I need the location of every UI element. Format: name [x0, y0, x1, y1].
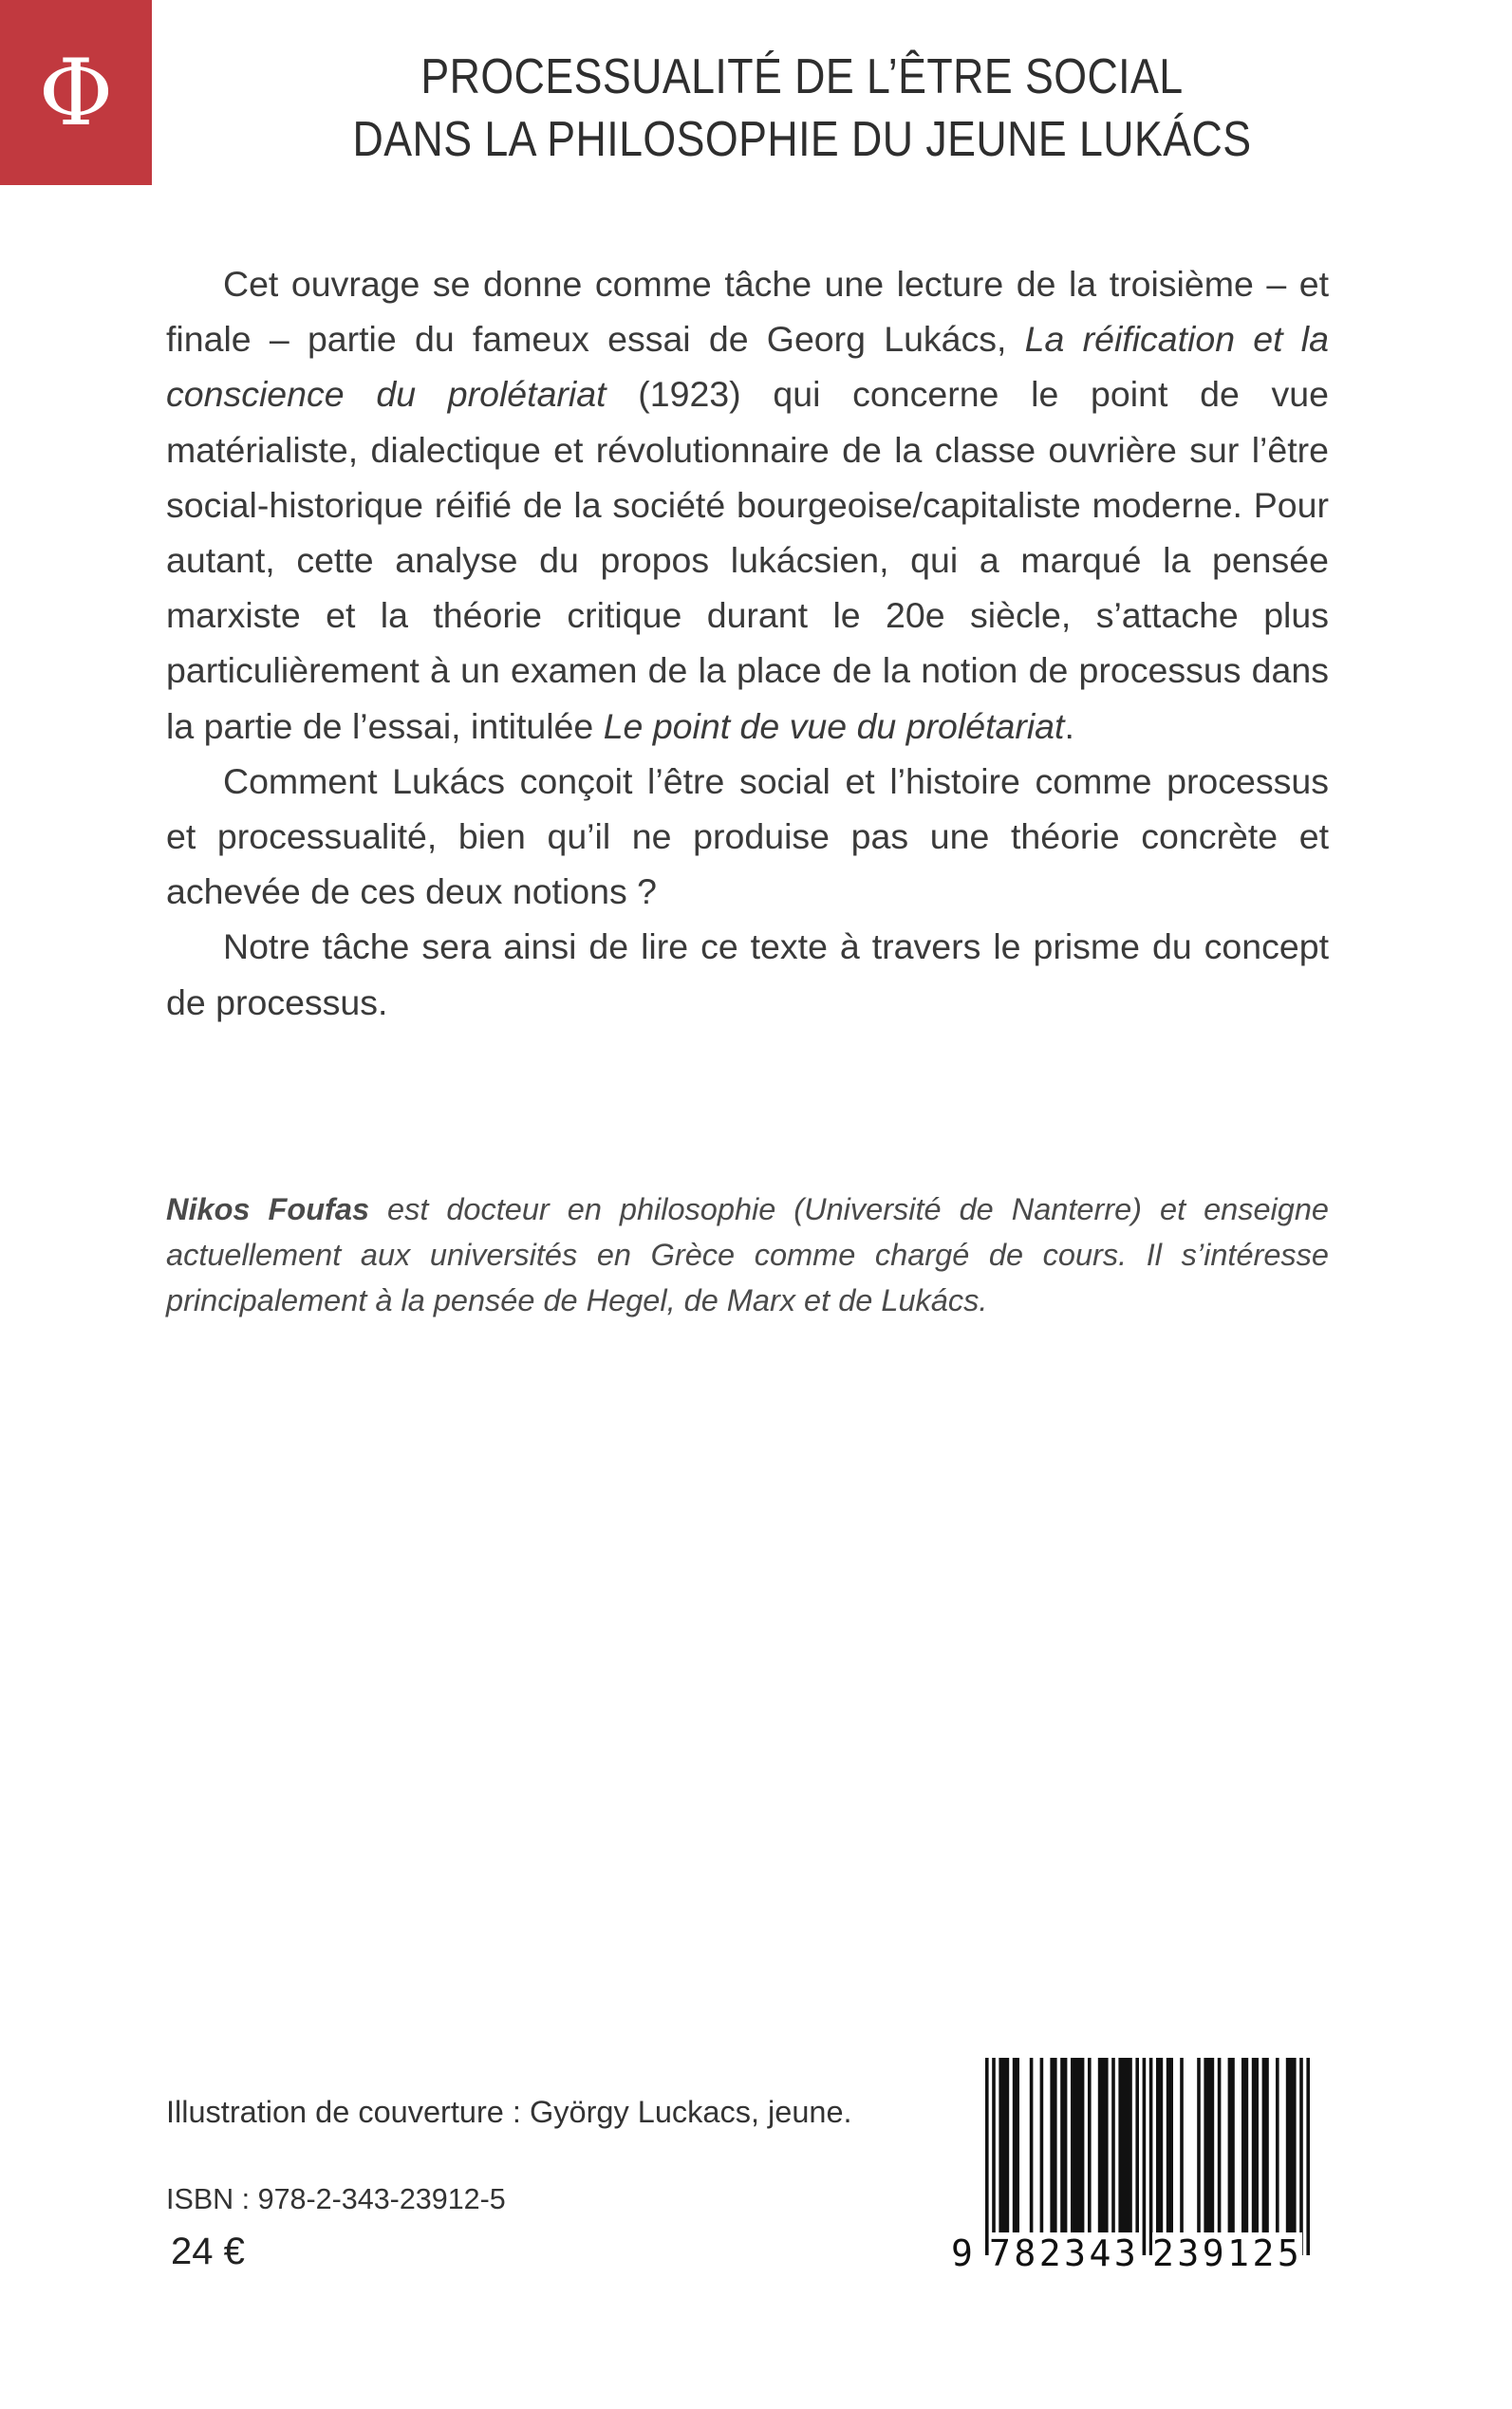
barcode-bar [1228, 2058, 1235, 2233]
barcode-lead-digit: 9 [951, 2232, 973, 2274]
barcode-digit-group-2: 239125 [1152, 2232, 1303, 2274]
barcode-bar [1050, 2058, 1056, 2233]
barcode-guard-bar [1143, 2058, 1147, 2255]
barcode-bar [1180, 2058, 1184, 2233]
blurb-paragraph-1 [166, 256, 1329, 754]
barcode-bar [1135, 2058, 1139, 2233]
barcode-bar [1252, 2058, 1259, 2233]
barcode-guard-bar [1306, 2058, 1310, 2255]
barcode-bar [1204, 2058, 1214, 2233]
author-name: Nikos Foufas [166, 1192, 370, 1226]
essay-section-title: Le point de vue du prolétariat [603, 705, 1065, 746]
blurb-text: (1923) qui concerne le point de vue matérialiste, dialectique et révolutionnaire de la classe ouvrière sur l’être social-historique réifié de la société bourgeoise/capitaliste moderne. Pour autant, cette analyse du propos lukácsien, qui a marqué la pensée marxiste et la théorie critique durant le 20e siècle, s’attache plus particulièrement à un examen de la place de la notion de processus dans la partie de l’essai, intitulée [166, 374, 1329, 746]
barcode-bar [1197, 2058, 1201, 2233]
back-cover-blurb [166, 256, 1329, 1030]
blurb-paragraph-2: Comment Lukács conçoit l’être social et l’histoire comme processus et processualité, bien qu’il ne produise pas une théorie concrète et achevée de ces deux notions ? [166, 760, 1329, 912]
barcode-bar [1241, 2058, 1248, 2233]
book-title [292, 46, 1313, 171]
barcode-bar [1013, 2058, 1019, 2233]
isbn: ISBN : 978-2-343-23912-5 [166, 2183, 506, 2215]
title-line-2: DANS LA PHILOSOPHIE DU JEUNE LUKÁCS [352, 112, 1252, 167]
barcode-bar [1088, 2058, 1092, 2233]
author-bio [166, 1186, 1329, 1323]
publisher-logo [0, 0, 152, 185]
barcode-bar [1098, 2058, 1109, 2233]
barcode-bar [1262, 2058, 1269, 2233]
author-bio-text: est docteur en philosophie (Université de Nanterre) et enseigne actuellement aux universités en Grèce comme chargé de cours. Il s’intéresse principalement à la pensée de Hegel, de Marx et de Lukács. [166, 1192, 1329, 1317]
barcode-bar [1118, 2058, 1131, 2233]
essay-title: La réification et la conscience du prolétariat [166, 319, 1329, 415]
barcode-guard-bar [1299, 2058, 1303, 2255]
barcode-bar [1060, 2058, 1067, 2233]
barcode-bar [1156, 2058, 1163, 2233]
barcode-bar [1276, 2058, 1279, 2233]
barcode-bar [1071, 2058, 1084, 2233]
barcode-bar [1167, 2058, 1173, 2233]
barcode-guard-bar [1149, 2058, 1153, 2255]
barcode-bar [1030, 2058, 1034, 2233]
barcode-bar [1218, 2058, 1222, 2233]
barcode-bar [1111, 2058, 1115, 2233]
blurb-text: . [1064, 705, 1074, 746]
ean13-barcode-icon [951, 2050, 1335, 2288]
barcode-digit-group-1: 782343 [989, 2232, 1140, 2274]
illustration-credit: Illustration de couverture : György Luckacs, jeune. [166, 2095, 852, 2129]
barcode-bar [1286, 2058, 1297, 2233]
barcode-guard-bar [992, 2058, 996, 2255]
barcode-digits [951, 2232, 1335, 2282]
barcode-bar [1040, 2058, 1044, 2233]
blurb-paragraph-3: Notre tâche sera ainsi de lire ce texte à travers le prisme du concept de processus. [166, 926, 1329, 1022]
blurb-text: Cet ouvrage se donne comme tâche une lecture de la troisième – et finale – partie du fameux essai de Georg Lukács, [166, 264, 1329, 360]
phi-symbol-icon: Φ [38, 39, 114, 146]
barcode-guard-bar [985, 2058, 989, 2255]
price: 24 € [171, 2231, 245, 2272]
barcode-bar [999, 2058, 1009, 2233]
title-line-1: PROCESSUALITÉ DE L’ÊTRE SOCIAL [420, 49, 1184, 104]
